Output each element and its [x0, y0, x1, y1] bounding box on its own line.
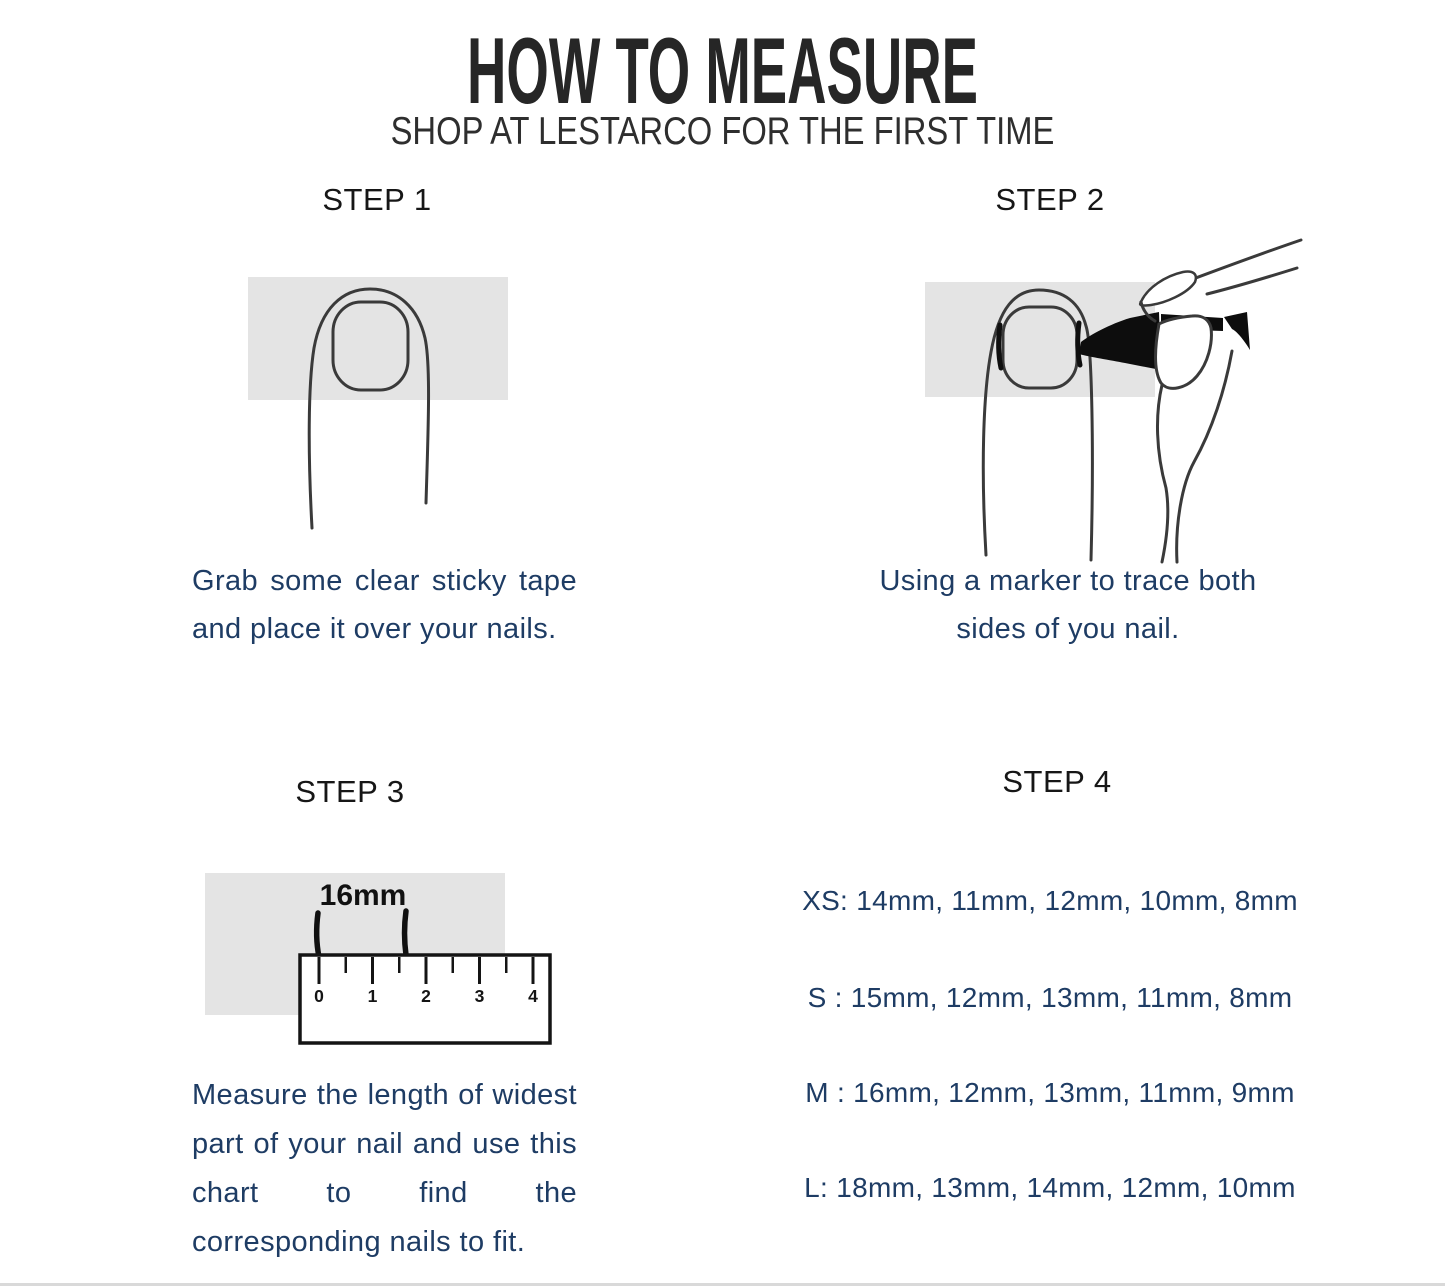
- hand-wrist-line-left: [1157, 385, 1167, 562]
- ruler-number: 0: [314, 986, 324, 1006]
- hand-finger-under-edge: [1207, 268, 1297, 294]
- page-subtitle: SHOP AT LESTARCO FOR THE FIRST TIME: [390, 110, 1055, 153]
- size-row-s: S : 15mm, 12mm, 13mm, 11mm, 8mm: [807, 982, 1293, 1013]
- step-4-label: STEP 4: [1002, 764, 1112, 799]
- tape: [248, 277, 508, 400]
- ruler-number: 1: [367, 986, 378, 1006]
- page-title: HOW TO MEASURE: [467, 18, 978, 123]
- step-2-label: STEP 2: [995, 182, 1105, 217]
- trace-mark-left: [317, 913, 319, 957]
- ruler-number: 2: [421, 986, 431, 1006]
- step-2-caption: Using a marker to trace both sides of you nail.: [879, 565, 1257, 645]
- ruler-number: 4: [528, 986, 538, 1006]
- trace-mark-left: [999, 325, 1001, 368]
- size-row-xs: XS: 14mm, 11mm, 12mm, 10mm, 8mm: [802, 885, 1298, 916]
- hand-thumb: [1156, 316, 1212, 388]
- measurement-label: 16mm: [319, 879, 407, 912]
- size-row-m: M : 16mm, 12mm, 13mm, 11mm, 9mm: [805, 1077, 1295, 1108]
- step-3-label: STEP 3: [295, 774, 405, 809]
- marker-cap: [1224, 312, 1250, 350]
- finger-tape-illustration: [230, 245, 570, 565]
- trace-mark-right: [405, 911, 407, 955]
- step-3-caption: Measure the length of widest part of your nail and use this chart to find the corresponding nails to fit.: [192, 1079, 577, 1258]
- ruler-measure-illustration: [195, 858, 560, 1053]
- trace-mark-right: [1078, 323, 1080, 365]
- size-row-l: L: 18mm, 13mm, 14mm, 12mm, 10mm: [804, 1172, 1296, 1203]
- marker-tracing-illustration: [915, 230, 1315, 570]
- step-1-label: STEP 1: [322, 182, 432, 217]
- step-1-caption: Grab some clear sticky tape and place it over your nails.: [192, 565, 577, 645]
- ruler-number: 3: [474, 986, 485, 1006]
